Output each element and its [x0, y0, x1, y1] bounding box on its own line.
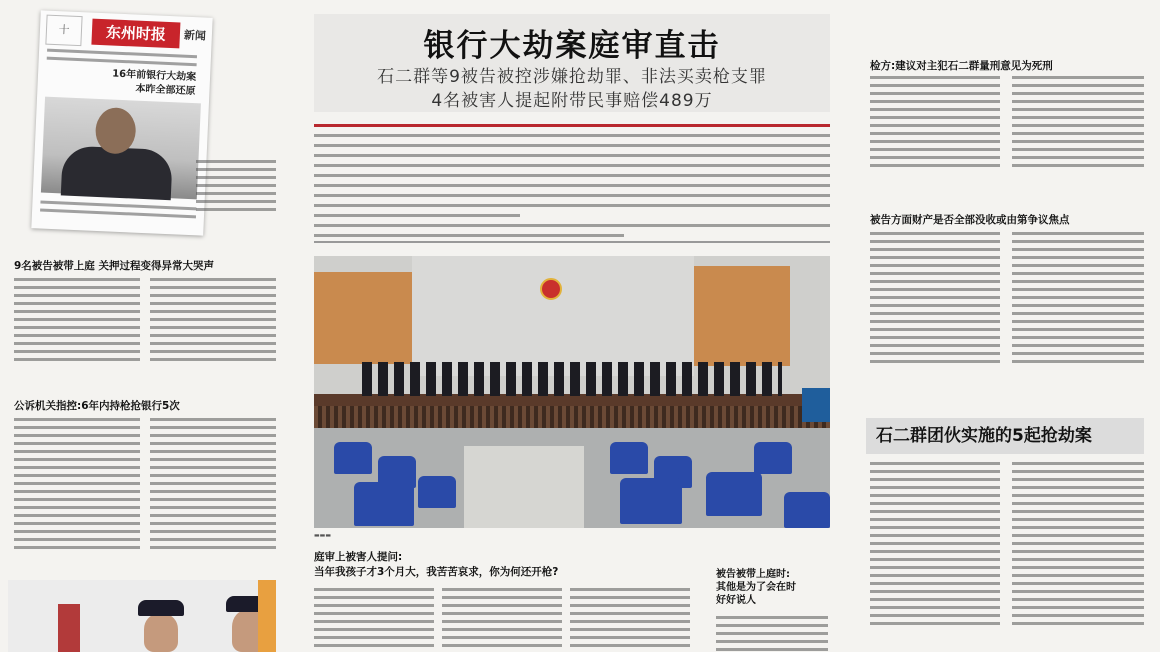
- red-divider: [314, 124, 830, 127]
- photo-back-wall: [412, 256, 694, 376]
- thumbnail-footer-text: [40, 201, 197, 228]
- photo-right-panel: [694, 266, 790, 366]
- right-text-block-3b: [1012, 462, 1144, 625]
- middle-text-block-b: [442, 588, 562, 647]
- middle-text-block-c: [570, 588, 690, 647]
- masthead: 东州时报: [91, 19, 180, 49]
- middle-text-block-a: [314, 588, 434, 647]
- thumbnail-top-text: [47, 49, 197, 67]
- right-text-block-1b: [1012, 76, 1144, 167]
- photo-orange-edge: [258, 580, 276, 652]
- photo-aisle: [464, 446, 584, 528]
- page-title: 银行大劫案庭审直击: [423, 28, 721, 64]
- newspaper-thumbnail: [31, 10, 212, 235]
- seat: [610, 442, 648, 474]
- seat: [334, 442, 372, 474]
- photo-defendants-row: [362, 362, 782, 396]
- side-heading: 被告被带上庭时: 其他是为了会在时 好好说人: [716, 569, 796, 606]
- left-text-block-1b: [150, 278, 276, 361]
- police-cap-icon: [138, 600, 184, 616]
- left-text-block-1a: [14, 278, 140, 361]
- right-text-block-2b: [1012, 232, 1144, 363]
- photo-officer-face: [144, 614, 178, 652]
- seat: [754, 442, 792, 474]
- victim-question-heading: 庭审上被害人提问: 当年我孩子才3个月大，我苦苦哀求，你为何还开枪?: [314, 551, 559, 578]
- robbery-cases-banner: 石二群团伙实施的5起抢劫案: [866, 418, 1144, 454]
- seat: [706, 472, 762, 516]
- right-heading-2: 被告方面财产是否全部没收或由第争议焦点: [870, 214, 1070, 226]
- subtitle-line-2: 4名被害人提起附带民事赔偿489万: [431, 91, 713, 111]
- headline-block: [314, 14, 830, 112]
- left-heading-2: 公诉机关指控:6年内持枪抢银行5次: [14, 400, 180, 412]
- side-text-block: [716, 616, 828, 651]
- right-text-block-3a: [870, 462, 1000, 625]
- seat: [784, 492, 830, 528]
- seat: [418, 476, 456, 508]
- right-text-block-1a: [870, 76, 1000, 167]
- photo-monitor: [802, 388, 830, 422]
- bottom-left-photo: [8, 580, 276, 652]
- left-text-block-2a: [14, 418, 140, 549]
- thumbnail-headline: 16年前银行大劫案 本昨全部还原: [111, 68, 197, 98]
- national-emblem-icon: [540, 278, 562, 300]
- left-text-block-2b: [150, 418, 276, 549]
- right-heading-1: 检方:建议对主犯石二群量刑意见为死刑: [870, 60, 1053, 72]
- left-heading-1: 9名被告被带上庭 关押过程变得异常大哭声: [14, 260, 214, 272]
- subtitle-line-1: 石二群等9被告被控涉嫌抢劫罪、非法买卖枪支罪: [377, 67, 767, 87]
- photo-railing: [314, 406, 830, 428]
- photo-red-object: [58, 604, 80, 652]
- thumbnail-side-text: [196, 160, 276, 211]
- right-text-block-2a: [870, 232, 1000, 363]
- seat: [620, 478, 682, 524]
- gray-divider: [314, 241, 830, 243]
- thumbnail-logo: 十: [45, 15, 82, 47]
- seat: [354, 482, 414, 526]
- photo-credit: ▬▬▬: [314, 532, 332, 539]
- thumbnail-photo: [41, 97, 201, 200]
- section-tag: 新闻: [183, 28, 207, 43]
- lead-paragraph: [314, 134, 830, 237]
- photo-left-panel: [314, 272, 412, 364]
- courtroom-photo: [314, 256, 830, 528]
